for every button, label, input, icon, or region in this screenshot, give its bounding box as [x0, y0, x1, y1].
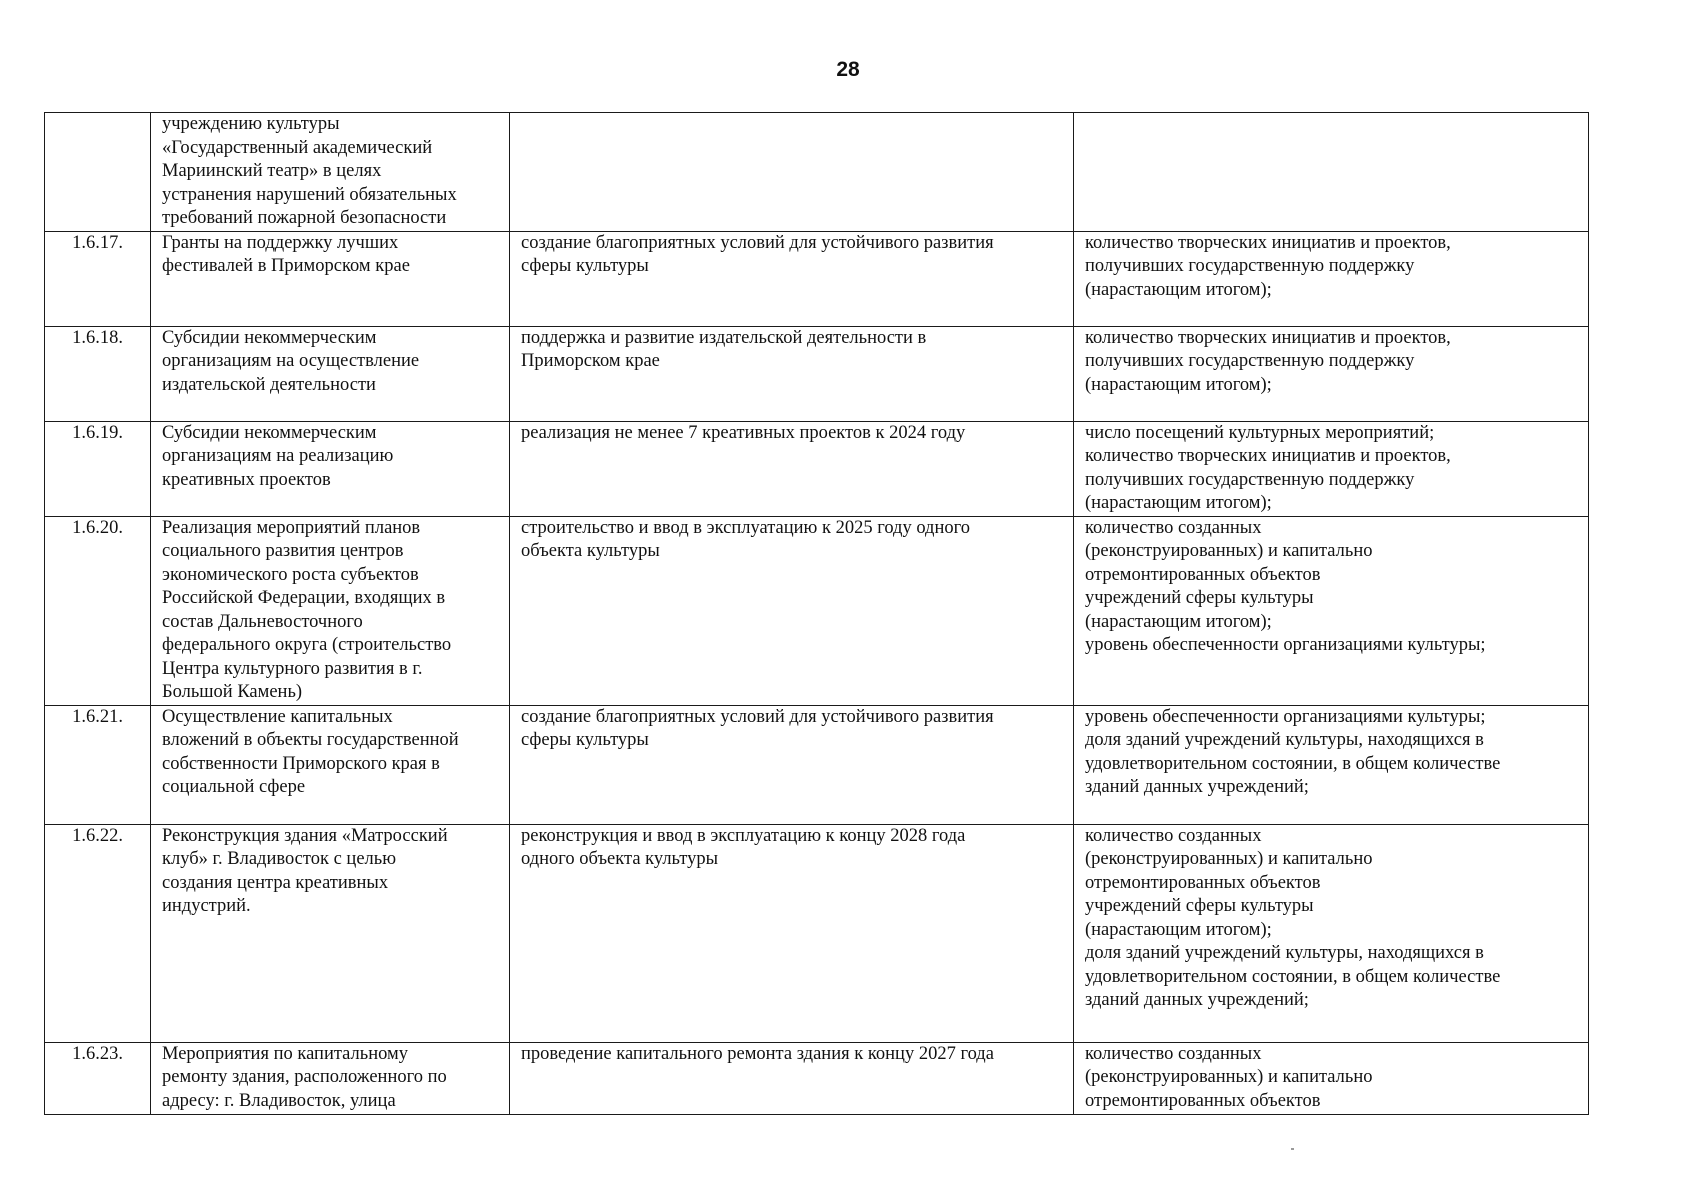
- indicators-cell: количество созданных (реконструированных) и капитально отремонтированных объектов: [1074, 1042, 1589, 1114]
- table-row: [45, 705, 1589, 824]
- result-cell: строительство и ввод в эксплуатацию к 2025 году одного объекта культуры: [510, 516, 1074, 705]
- item-number-cell: 1.6.23.: [45, 1042, 151, 1114]
- indicators-cell: [1074, 113, 1589, 232]
- result-cell: проведение капитального ремонта здания к концу 2027 года: [510, 1042, 1074, 1114]
- result-cell: создание благоприятных условий для устойчивого развития сферы культуры: [510, 705, 1074, 824]
- table-row: [45, 231, 1589, 326]
- measure-cell: Реализация мероприятий планов социального развития центров экономического роста субъектов Российской Федерации, входящих в состав Дальневосточного федерального округа (строительство Центра культурного развития в г. Большой Камень): [151, 516, 510, 705]
- indicators-cell: количество творческих инициатив и проектов, получивших государственную поддержку (нарастающим итогом);: [1074, 326, 1589, 421]
- item-number-cell: 1.6.19.: [45, 421, 151, 516]
- table-row: [45, 824, 1589, 1042]
- measure-cell: Субсидии некоммерческим организациям на реализацию креативных проектов: [151, 421, 510, 516]
- indicators-cell: уровень обеспеченности организациями культуры; доля зданий учреждений культуры, находящихся в удовлетворительном состоянии, в общем количестве зданий данных учреждений;: [1074, 705, 1589, 824]
- program-measures-table: [44, 112, 1589, 1115]
- table-row: [45, 113, 1589, 232]
- table-row: [45, 1042, 1589, 1114]
- result-cell: создание благоприятных условий для устойчивого развития сферы культуры: [510, 231, 1074, 326]
- item-number-cell: 1.6.18.: [45, 326, 151, 421]
- indicators-cell: количество созданных (реконструированных) и капитально отремонтированных объектов учреждений сферы культуры (нарастающим итогом); уровень обеспеченности организациями культуры;: [1074, 516, 1589, 705]
- result-cell: [510, 113, 1074, 232]
- scan-speck: [1291, 1148, 1294, 1150]
- measure-cell: Мероприятия по капитальному ремонту здания, расположенного по адресу: г. Владивосток, улица: [151, 1042, 510, 1114]
- table-row: [45, 326, 1589, 421]
- item-number-cell: 1.6.20.: [45, 516, 151, 705]
- table-row: [45, 516, 1589, 705]
- table-row: [45, 421, 1589, 516]
- result-cell: реконструкция и ввод в эксплуатацию к концу 2028 года одного объекта культуры: [510, 824, 1074, 1042]
- result-cell: реализация не менее 7 креативных проектов к 2024 году: [510, 421, 1074, 516]
- measure-cell: Осуществление капитальных вложений в объекты государственной собственности Приморского края в социальной сфере: [151, 705, 510, 824]
- measure-cell: Реконструкция здания «Матросский клуб» г. Владивосток с целью создания центра креативных индустрий.: [151, 824, 510, 1042]
- item-number-cell: [45, 113, 151, 232]
- measure-cell: Субсидии некоммерческим организациям на осуществление издательской деятельности: [151, 326, 510, 421]
- item-number-cell: 1.6.21.: [45, 705, 151, 824]
- indicators-cell: число посещений культурных мероприятий; количество творческих инициатив и проектов, получивших государственную поддержку (нарастающим итогом);: [1074, 421, 1589, 516]
- measure-cell: учреждению культуры «Государственный академический Мариинский театр» в целях устранения нарушений обязательных требований пожарной безопасности: [151, 113, 510, 232]
- page-number: 28: [836, 58, 860, 81]
- result-cell: поддержка и развитие издательской деятельности в Приморском крае: [510, 326, 1074, 421]
- indicators-cell: количество творческих инициатив и проектов, получивших государственную поддержку (нарастающим итогом);: [1074, 231, 1589, 326]
- measure-cell: Гранты на поддержку лучших фестивалей в Приморском крае: [151, 231, 510, 326]
- indicators-cell: количество созданных (реконструированных) и капитально отремонтированных объектов учреждений сферы культуры (нарастающим итогом); доля зданий учреждений культуры, находящихся в удовлетворительном состоянии, в общем количестве зданий данных учреждений;: [1074, 824, 1589, 1042]
- item-number-cell: 1.6.22.: [45, 824, 151, 1042]
- item-number-cell: 1.6.17.: [45, 231, 151, 326]
